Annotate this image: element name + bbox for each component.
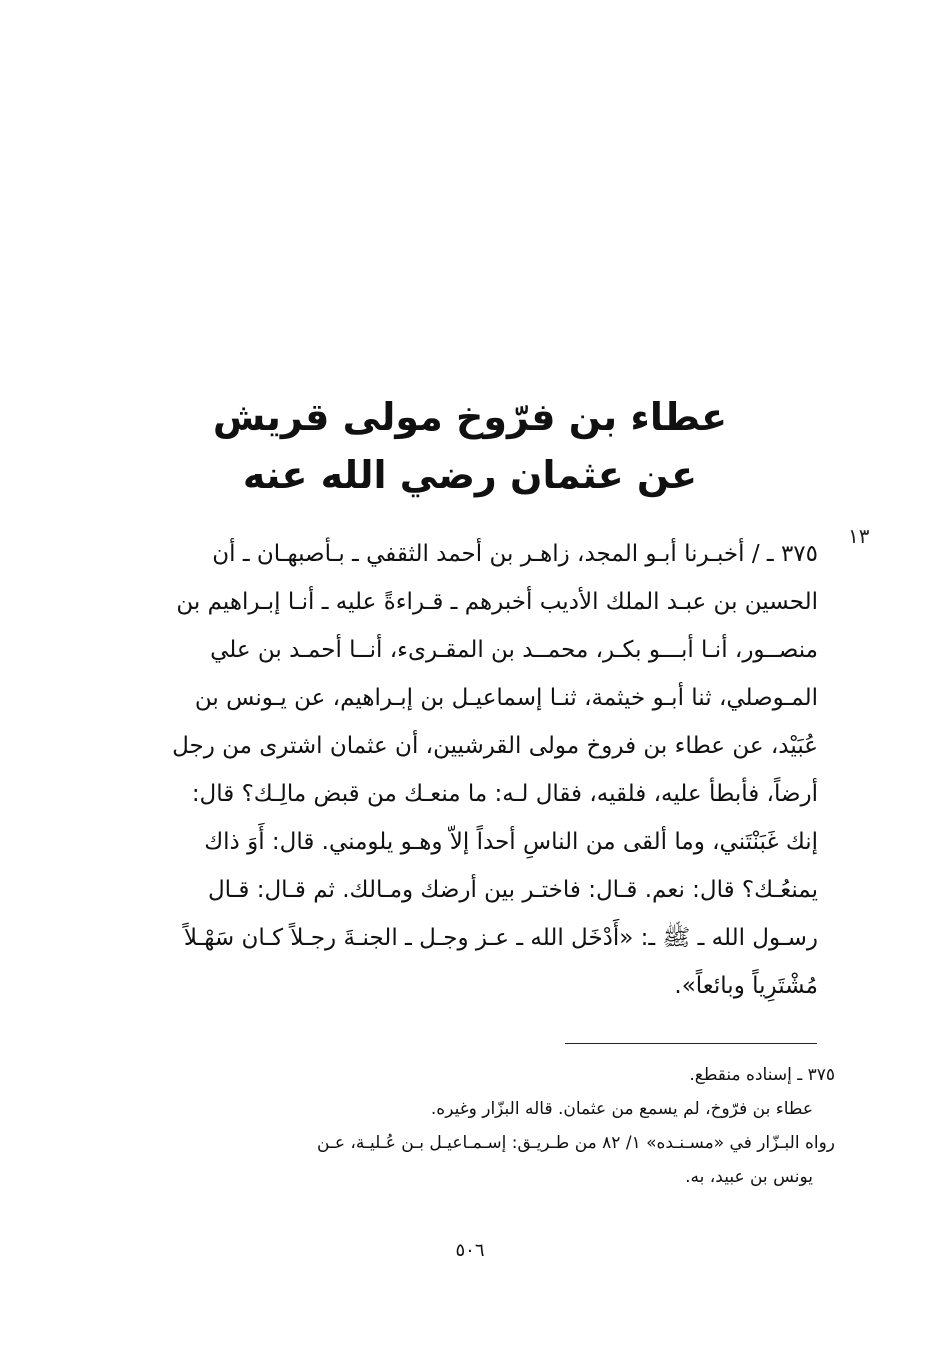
chapter-title-line-1: عطاء بن فرّوخ مولى قريش [212, 395, 728, 439]
chapter-heading [0, 388, 940, 504]
body-line: ٣٧٥ ـ / أخبـرنا أبـو المجد، زاهـر بن أحمد الثقفي ـ بـأصبهـان ـ أن [212, 541, 818, 567]
body-line: الحسين بن عبـد الملك الأديب أخبرهم ـ قـراءةً عليه ـ أنـا إبـراهيم بن [176, 589, 818, 615]
footnote-line: عطاء بن فرّوخ، لم يسمع من عثمان. قاله البزّار وغيره. [430, 1099, 813, 1119]
footnote-number-line: ٣٧٥ ـ إسناده منقطع. [689, 1065, 835, 1085]
footnote-divider [565, 1043, 817, 1044]
body-line: مُشْتَرِياً وبائعاً». [674, 973, 818, 999]
footnote-line: يونس بن عبيد، به. [685, 1167, 813, 1187]
body-line: منصــور، أنـا أبـــو بكـر، محمــد بن المقـرىء، أنــا أحمـد بن علي [210, 637, 818, 663]
footnote-line: رواه البـزّار في «مسـنـده» ١/ ٨٢ من طـريـق: إسـمـاعيـل بـن عُـليـة، عـن [316, 1133, 835, 1153]
body-line: يمنعُـك؟ قال: نعم. قـال: فاختـر بين أرضك ومـالك. ثم قـال: قـال [207, 877, 818, 903]
margin-folio-number: ١٣ [848, 524, 870, 548]
footnotes [100, 1058, 835, 1194]
body-line: عُبَيْد، عن عطاء بن فروخ مولى القرشيين، أن عثمان اشترى من رجل [172, 733, 818, 759]
body-line: إنك غَبَنْتَني، وما ألقى من الناسِ أحداً إلاّ وهـو يلومني. قال: أَوَ ذاك [204, 829, 818, 855]
page-number: ٥٠٦ [455, 1240, 485, 1261]
chapter-title-line-2: عن عثمان رضي الله عنه [242, 453, 698, 497]
body-line: أرضاً، فأبطأ عليه، فلقيه، فقال لـه: ما منعـك من قبض مالِـك؟ قال: [191, 781, 818, 807]
body-line: المـوصلي، ثنا أبـو خيثمة، ثنـا إسماعيـل بن إبـراهيم، عن يـونس بن [194, 685, 818, 711]
hadith-body-text [100, 530, 818, 1010]
body-line: رسـول الله ـ ﷺ ـ: «أَدْخَل الله ـ عـز وجـل ـ الجنـةَ رجـلاً كـان سَهْـلاً [183, 925, 818, 951]
